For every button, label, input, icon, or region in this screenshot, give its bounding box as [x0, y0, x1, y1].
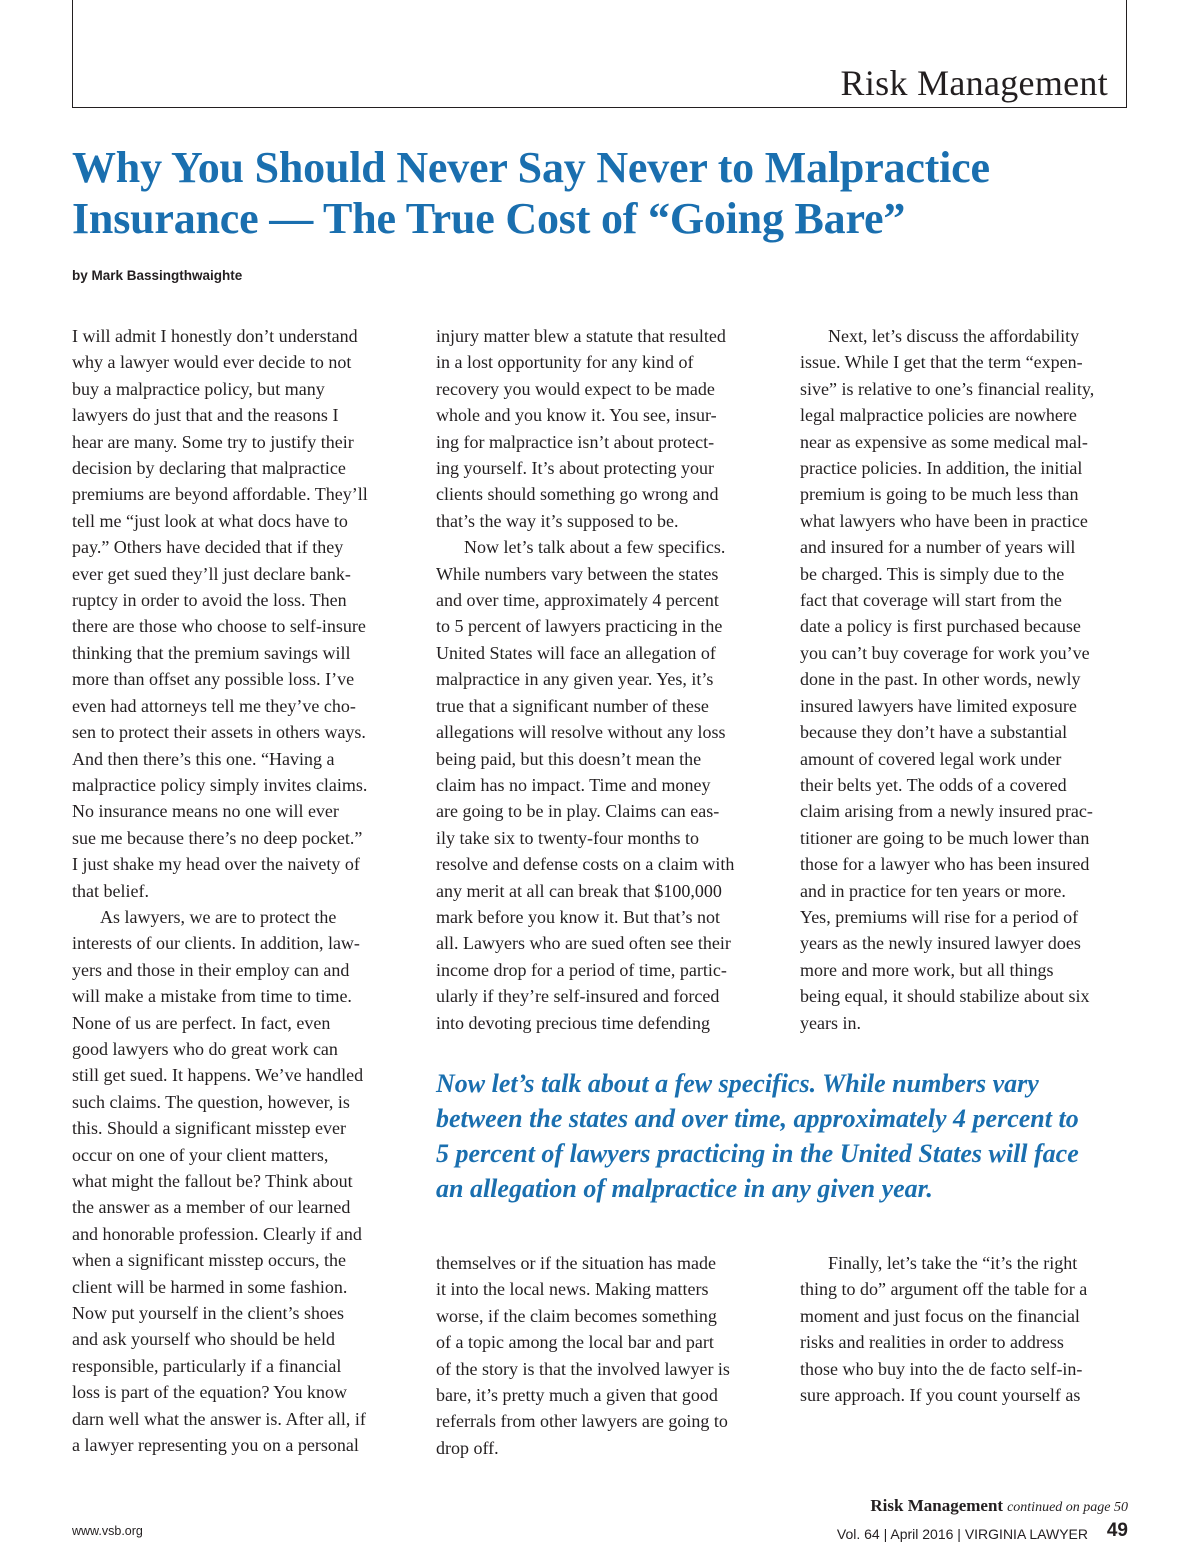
- pull-quote-line: 5 percent of lawyers practicing in the United States will face: [436, 1139, 1079, 1168]
- text-line: and ask yourself who should be held: [72, 1329, 335, 1350]
- text-line: I will admit I honestly don’t understand: [72, 326, 358, 346]
- text-line: United States will face an allegation of: [436, 642, 716, 663]
- body-column-2-continued: [436, 1250, 772, 1461]
- text-line: what might the fallout be? Think about: [72, 1171, 353, 1191]
- text-line: and in practice for ten years or more.: [800, 880, 1066, 901]
- text-line: allegations will resolve without any loss: [436, 722, 726, 743]
- section-label: Risk Management: [840, 63, 1108, 103]
- text-line: titioner are going to be much lower than: [800, 827, 1090, 848]
- text-line: those who buy into the de facto self-in-: [800, 1358, 1083, 1379]
- header-rule-bottom: [72, 107, 1127, 108]
- text-line: bare, it’s pretty much a given that good: [436, 1385, 718, 1406]
- text-line: Now let’s talk about a few specifics.: [464, 537, 726, 558]
- text-line: being equal, it should stabilize about six: [800, 986, 1090, 1007]
- text-line: themselves or if the situation has made: [436, 1253, 716, 1273]
- text-line: yers and those in their employ can and: [72, 959, 350, 980]
- text-line: premiums are beyond affordable. They’ll: [72, 484, 368, 505]
- text-line: hear are many. Some try to justify their: [72, 431, 354, 452]
- text-line: fact that coverage will start from the: [800, 590, 1062, 611]
- article-title-line: Why You Should Never Say Never to Malpractice: [72, 143, 990, 192]
- text-line: legal malpractice policies are nowhere: [800, 405, 1077, 426]
- pull-quote: [436, 1066, 1136, 1206]
- text-line: any merit at all can break that $100,000: [436, 880, 722, 901]
- text-line: worse, if the claim becomes something: [436, 1305, 717, 1326]
- text-line: While numbers vary between the states: [436, 563, 719, 584]
- text-line: ever get sued they’ll just declare bank-: [72, 563, 351, 584]
- text-line: moment and just focus on the financial: [800, 1305, 1080, 1326]
- text-line: years as the newly insured lawyer does: [800, 933, 1081, 954]
- text-line: buy a malpractice policy, but many: [72, 378, 325, 399]
- text-line: that’s the way it’s supposed to be.: [436, 510, 679, 531]
- text-line: recovery you would expect to be made: [436, 378, 715, 399]
- text-line: and over time, approximately 4 percent: [436, 590, 719, 611]
- text-line: because they don’t have a substantial: [800, 722, 1068, 743]
- text-line: injury matter blew a statute that resulted: [436, 326, 726, 346]
- text-line: such claims. The question, however, is: [72, 1091, 350, 1112]
- text-line: lawyers do just that and the reasons I: [72, 405, 339, 426]
- text-line: thinking that the premium savings will: [72, 642, 351, 663]
- text-line: loss is part of the equation? You know: [72, 1382, 347, 1403]
- text-line: premium is going to be much less than: [800, 484, 1079, 505]
- text-line: when a significant misstep occurs, the: [72, 1250, 346, 1271]
- text-line: a lawyer representing you on a personal: [72, 1435, 359, 1456]
- continued-page-note: continued on page 50: [1007, 1500, 1128, 1515]
- text-line: it into the local news. Making matters: [436, 1279, 709, 1300]
- footer-url[interactable]: www.vsb.org: [72, 1524, 143, 1538]
- text-line: practice policies. In addition, the initial: [800, 458, 1083, 479]
- text-line: thing to do” argument off the table for a: [800, 1279, 1088, 1300]
- text-line: drop off.: [436, 1437, 499, 1458]
- text-line: No insurance means no one will ever: [72, 801, 339, 822]
- pull-quote-line: an allegation of malpractice in any given year.: [436, 1174, 933, 1203]
- text-line: whole and you know it. You see, insur-: [436, 405, 717, 426]
- text-line: Next, let’s discuss the affordability: [828, 326, 1080, 346]
- text-line: of a topic among the local bar and part: [436, 1332, 714, 1353]
- text-line: resolve and defense costs on a claim with: [436, 854, 735, 875]
- pull-quote-line: between the states and over time, approximately 4 percent to: [436, 1104, 1079, 1133]
- text-line: malpractice policy simply invites claims.: [72, 774, 368, 795]
- text-line: claim has no impact. Time and money: [436, 774, 711, 795]
- text-line: done in the past. In other words, newly: [800, 669, 1081, 690]
- text-line: and honorable profession. Clearly if and: [72, 1223, 362, 1244]
- text-line: date a policy is first purchased because: [800, 616, 1081, 637]
- text-line: Yes, premiums will rise for a period of: [800, 906, 1079, 927]
- page-number: 49: [1106, 1520, 1128, 1541]
- text-line: of the story is that the involved lawyer is: [436, 1358, 730, 1379]
- text-line: mark before you know it. But that’s not: [436, 906, 720, 927]
- text-line: to 5 percent of lawyers practicing in the: [436, 616, 723, 637]
- text-line: even had attorneys tell me they’ve cho-: [72, 695, 356, 716]
- text-line: risks and realities in order to address: [800, 1332, 1064, 1353]
- continued-note: [870, 1496, 1128, 1516]
- text-line: responsible, particularly if a financial: [72, 1355, 342, 1376]
- text-line: amount of covered legal work under: [800, 748, 1062, 769]
- text-line: more and more work, but all things: [800, 959, 1054, 980]
- text-line: interests of our clients. In addition, law-: [72, 933, 360, 954]
- text-line: years in.: [800, 1012, 861, 1033]
- text-line: referrals from other lawyers are going to: [436, 1411, 728, 1432]
- text-line: ularly if they’re self-insured and forced: [436, 986, 720, 1007]
- text-line: that belief.: [72, 880, 149, 901]
- text-line: will make a mistake from time to time.: [72, 986, 352, 1007]
- text-line: As lawyers, we are to protect the: [100, 906, 337, 927]
- pull-quote-line: Now let’s talk about a few specifics. While numbers vary: [436, 1069, 1039, 1098]
- article-title-line: Insurance — The True Cost of “Going Bare”: [72, 194, 906, 243]
- text-line: sure approach. If you count yourself as: [800, 1385, 1081, 1406]
- text-line: I just shake my head over the naivety of: [72, 854, 360, 875]
- text-line: why a lawyer would ever decide to not: [72, 352, 352, 373]
- header-rule-right: [1126, 0, 1127, 108]
- text-line: still get sued. It happens. We’ve handled: [72, 1065, 364, 1086]
- text-line: into devoting precious time defending: [436, 1012, 710, 1033]
- text-line: ruptcy in order to avoid the loss. Then: [72, 590, 347, 611]
- body-column-2: [436, 323, 772, 1036]
- text-line: there are those who choose to self-insure: [72, 616, 366, 637]
- text-line: being paid, but this doesn’t mean the: [436, 748, 702, 769]
- continued-section-label: Risk Management: [870, 1496, 1004, 1515]
- text-line: and insured for a number of years will: [800, 537, 1076, 558]
- text-line: Now put yourself in the client’s shoes: [72, 1303, 344, 1324]
- text-line: decision by declaring that malpractice: [72, 458, 346, 479]
- text-line: sue me because there’s no deep pocket.”: [72, 827, 363, 848]
- body-column-1: [72, 323, 402, 1458]
- text-line: occur on one of your client matters,: [72, 1144, 329, 1165]
- text-line: what lawyers who have been in practice: [800, 510, 1088, 531]
- text-line: more than offset any possible loss. I’ve: [72, 669, 355, 690]
- text-line: in a lost opportunity for any kind of: [436, 352, 694, 373]
- header-rule-left: [72, 0, 73, 108]
- text-line: insured lawyers have limited exposure: [800, 695, 1077, 716]
- text-line: pay.” Others have decided that if they: [72, 537, 344, 558]
- text-line: this. Should a significant misstep ever: [72, 1118, 346, 1139]
- text-line: issue. While I get that the term “expen-: [800, 352, 1083, 373]
- text-line: you can’t buy coverage for work you’ve: [800, 642, 1090, 663]
- text-line: the answer as a member of our learned: [72, 1197, 351, 1218]
- body-column-3: [800, 323, 1130, 1036]
- byline: by Mark Bassingthwaighte: [72, 268, 243, 283]
- text-line: sive” is relative to one’s financial reality,: [800, 378, 1095, 399]
- text-line: ing for malpractice isn’t about protect-: [436, 431, 715, 452]
- text-line: sen to protect their assets in others ways.: [72, 722, 366, 743]
- text-line: good lawyers who do great work can: [72, 1038, 338, 1059]
- body-column-3-continued: [800, 1250, 1130, 1408]
- text-line: all. Lawyers who are sued often see their: [436, 933, 731, 954]
- text-line: darn well what the answer is. After all, if: [72, 1408, 366, 1429]
- text-line: None of us are perfect. In fact, even: [72, 1012, 331, 1033]
- text-line: ing yourself. It’s about protecting your: [436, 458, 714, 479]
- text-line: income drop for a period of time, partic-: [436, 959, 727, 980]
- text-line: Finally, let’s take the “it’s the right: [828, 1253, 1078, 1273]
- text-line: true that a significant number of these: [436, 695, 709, 716]
- text-line: And then there’s this one. “Having a: [72, 748, 335, 769]
- text-line: clients should something go wrong and: [436, 484, 719, 505]
- text-line: be charged. This is simply due to the: [800, 563, 1065, 584]
- text-line: claim arising from a newly insured prac-: [800, 801, 1093, 822]
- text-line: ily take six to twenty-four months to: [436, 827, 699, 848]
- article-title: [72, 142, 1132, 244]
- text-line: are going to be in play. Claims can eas-: [436, 801, 720, 822]
- text-line: malpractice in any given year. Yes, it’s: [436, 669, 714, 690]
- text-line: tell me “just look at what docs have to: [72, 510, 348, 531]
- text-line: their belts yet. The odds of a covered: [800, 774, 1067, 795]
- footer-issue-info: Vol. 64 | April 2016 | VIRGINIA LAWYER: [836, 1526, 1088, 1542]
- text-line: those for a lawyer who has been insured: [800, 854, 1090, 875]
- text-line: near as expensive as some medical mal-: [800, 431, 1088, 452]
- text-line: client will be harmed in some fashion.: [72, 1276, 348, 1297]
